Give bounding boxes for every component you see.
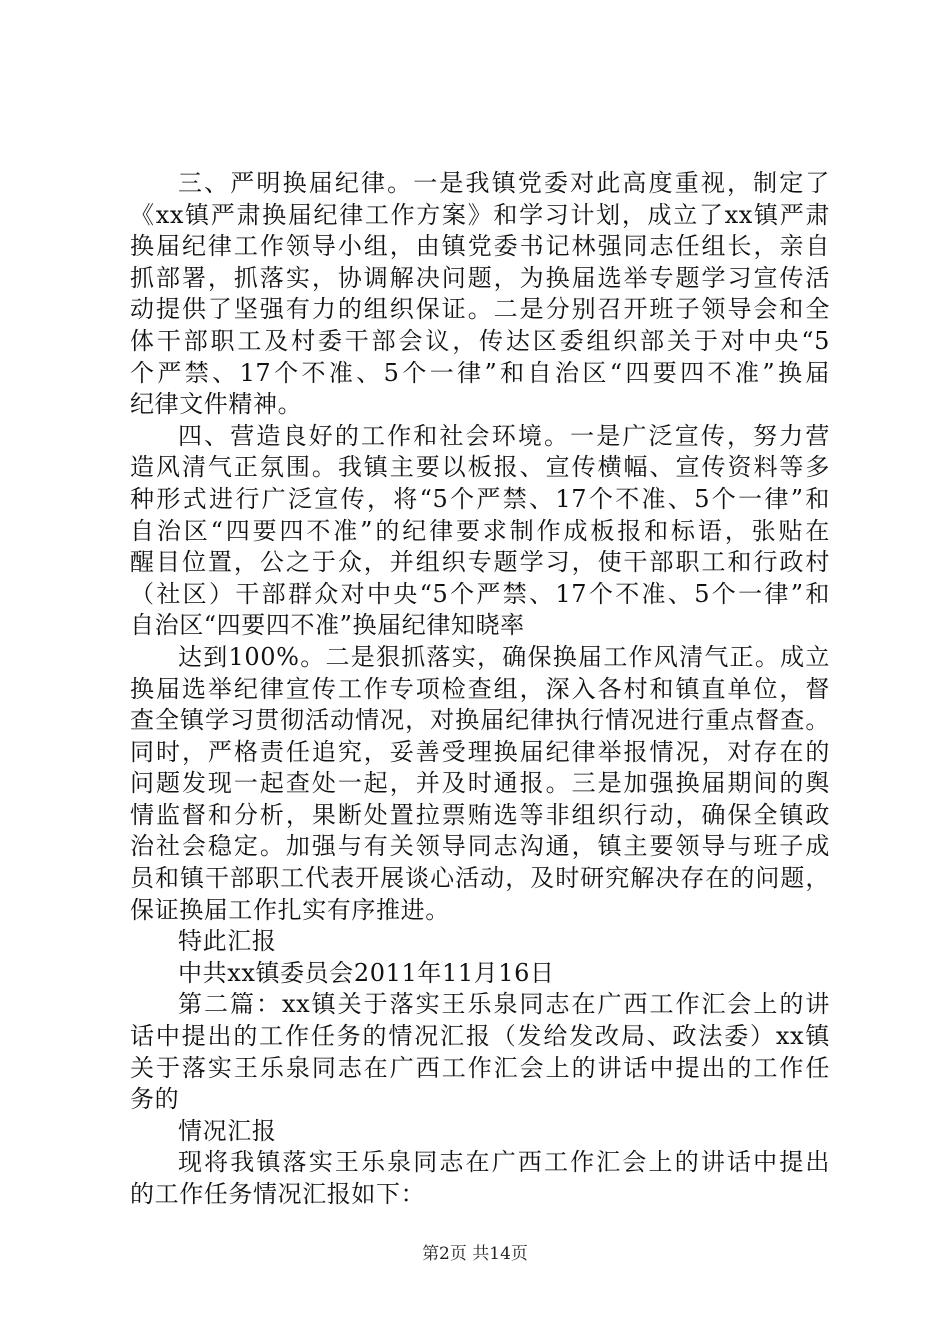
text-line: 员和镇干部职工代表开展谈心活动，及时研究解决存在的问题， (130, 864, 830, 893)
text-line: 四、营造良好的工作和社会环境。一是广泛宣传，努力营 (178, 421, 830, 450)
text-line: 话中提出的工作任务的情况汇报（发给发改局、政法委）xx镇 (130, 1022, 830, 1051)
text-line: 中共xx镇委员会2011年11月16日 (178, 958, 555, 987)
text-line: （社区）干部群众对中央“5个严禁、17个不准、5个一律”和 (130, 579, 830, 608)
text-line: 第二篇：xx镇关于落实王乐泉同志在广西工作汇会上的讲 (178, 990, 830, 1019)
text-line: 保证换届工作扎实有序推进。 (130, 895, 450, 924)
text-line: 关于落实王乐泉同志在广西工作汇会上的讲话中提出的工作任 (130, 1053, 830, 1082)
text-line: 三、严明换届纪律。一是我镇党委对此高度重视，制定了 (178, 169, 830, 197)
text-line: 动提供了坚强有力的组织保证。二是分别召开班子领导会和全 (130, 295, 830, 324)
text-line: 《xx镇严肃换届纪律工作方案》和学习计划，成立了xx镇严肃 (130, 200, 830, 229)
text-line: 特此汇报 (178, 927, 277, 956)
text-line: 自治区“四要四不准”的纪律要求制作成板报和标语，张贴在 (130, 516, 830, 545)
text-line: 情监督和分析，果断处置拉票贿选等非组织行动，确保全镇政 (130, 800, 830, 829)
text-line: 体干部职工及村委干部会议，传达区委组织部关于对中央“5 (130, 326, 830, 355)
text-line: 种形式进行广泛宣传，将“5个严禁、17个不准、5个一律”和 (130, 484, 830, 513)
page-number-label: 第2页 共14页 (422, 1244, 528, 1264)
text-line: 抓部署，抓落实，协调解决问题，为换届选举专题学习宣传活 (130, 263, 830, 292)
text-line: 情况汇报 (178, 1116, 277, 1145)
text-line: 换届纪律工作领导小组，由镇党委书记林强同志任组长，亲自 (130, 232, 830, 261)
text-line: 自治区“四要四不准”换届纪律知晓率 (130, 611, 525, 640)
text-line: 同时，严格责任追究，妥善受理换届纪律举报情况，对存在的 (130, 737, 830, 766)
document-body (130, 168, 830, 1211)
page-footer (0, 1242, 950, 1266)
text-line: 造风清气正氛围。我镇主要以板报、宣传横幅、宣传资料等多 (130, 453, 830, 482)
text-line: 个严禁、17个不准、5个一律”和自治区“四要四不准”换届 (130, 358, 830, 387)
text-line: 现将我镇落实王乐泉同志在广西工作汇会上的讲话中提出 (178, 1148, 830, 1177)
text-line: 治社会稳定。加强与有关领导同志沟通，镇主要领导与班子成 (130, 832, 830, 861)
text-line: 的工作任务情况汇报如下： (130, 1180, 426, 1208)
text-line: 达到100%。二是狠抓落实，确保换届工作风清气正。成立 (178, 642, 830, 671)
text-line: 醒目位置，公之于众，并组织专题学习，使干部职工和行政村 (130, 548, 830, 577)
text-line: 务的 (130, 1085, 180, 1114)
text-line: 换届选举纪律宣传工作专项检查组，深入各村和镇直单位，督 (130, 674, 830, 703)
text-line: 纪律文件精神。 (130, 390, 303, 419)
text-line: 查全镇学习贯彻活动情况，对换届纪律执行情况进行重点督查。 (130, 706, 830, 735)
text-line: 问题发现一起查处一起，并及时通报。三是加强换届期间的舆 (130, 769, 830, 798)
